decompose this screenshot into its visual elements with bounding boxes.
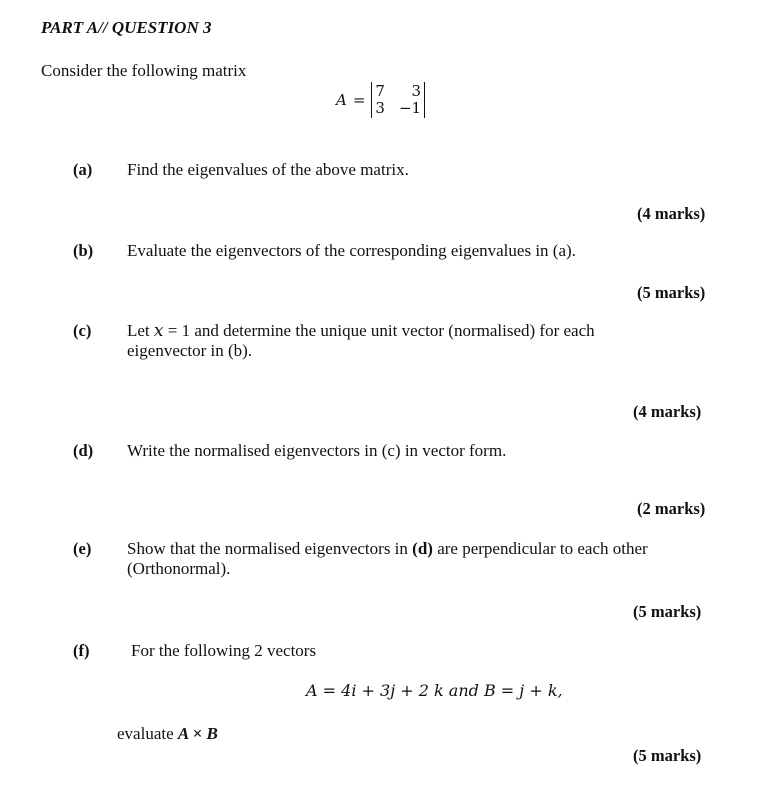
vector-equation-text: A = 4i + 3j + 2 k and B = j + k, — [306, 681, 563, 700]
part-a-label: (a) — [73, 160, 93, 179]
part-f-evaluate-pre: evaluate — [117, 724, 178, 743]
part-b-marks: (5 marks) — [637, 283, 706, 302]
part-e-text — [127, 539, 697, 579]
vector-equation — [306, 681, 563, 700]
part-f-label: (f) — [73, 641, 90, 660]
matrix-cell: 3 — [375, 99, 385, 117]
part-c-marks: (4 marks) — [633, 402, 702, 421]
part-c-variable: x — [153, 321, 164, 341]
part-d-label: (d) — [73, 441, 94, 460]
part-e-text-pre: Show that the normalised eigenvectors in — [127, 539, 413, 558]
question-heading: PART A// QUESTION 3 — [41, 18, 212, 37]
part-d-text: Write the normalised eigenvectors in (c) in vector form. — [127, 441, 507, 460]
part-c-text — [127, 321, 647, 361]
part-c-text-post: = 1 and determine the unique unit vector (normalised) for each eigenvector in (b). — [127, 321, 595, 360]
matrix-name: A — [336, 91, 347, 109]
part-f-evaluate — [117, 724, 218, 744]
matrix-body — [371, 82, 425, 118]
matrix-equation — [336, 80, 425, 120]
matrix-cell: 7 — [375, 82, 385, 100]
part-f-cross-product: A × B — [177, 724, 218, 743]
part-e-bold-ref: (d) — [412, 539, 433, 558]
part-e-label: (e) — [73, 539, 92, 558]
matrix-equals: = — [352, 91, 366, 109]
part-d-marks: (2 marks) — [637, 499, 706, 518]
part-c-label: (c) — [73, 321, 92, 340]
part-f-text: For the following 2 vectors — [131, 641, 317, 660]
matrix-cell: 3 — [411, 82, 422, 100]
part-b-label: (b) — [73, 241, 94, 260]
part-e-marks: (5 marks) — [633, 602, 702, 621]
part-b-text: Evaluate the eigenvectors of the corresponding eigenvalues in (a). — [127, 241, 576, 260]
part-e-text-post: are perpendicular to each other (Orthonormal). — [127, 539, 648, 578]
intro-text: Consider the following matrix — [41, 61, 247, 80]
part-a-marks: (4 marks) — [637, 204, 706, 223]
part-f-marks: (5 marks) — [633, 746, 702, 765]
matrix-cell: −1 — [398, 99, 422, 117]
part-a-text: Find the eigenvalues of the above matrix. — [127, 160, 409, 179]
part-c-text-pre: Let — [127, 321, 154, 340]
